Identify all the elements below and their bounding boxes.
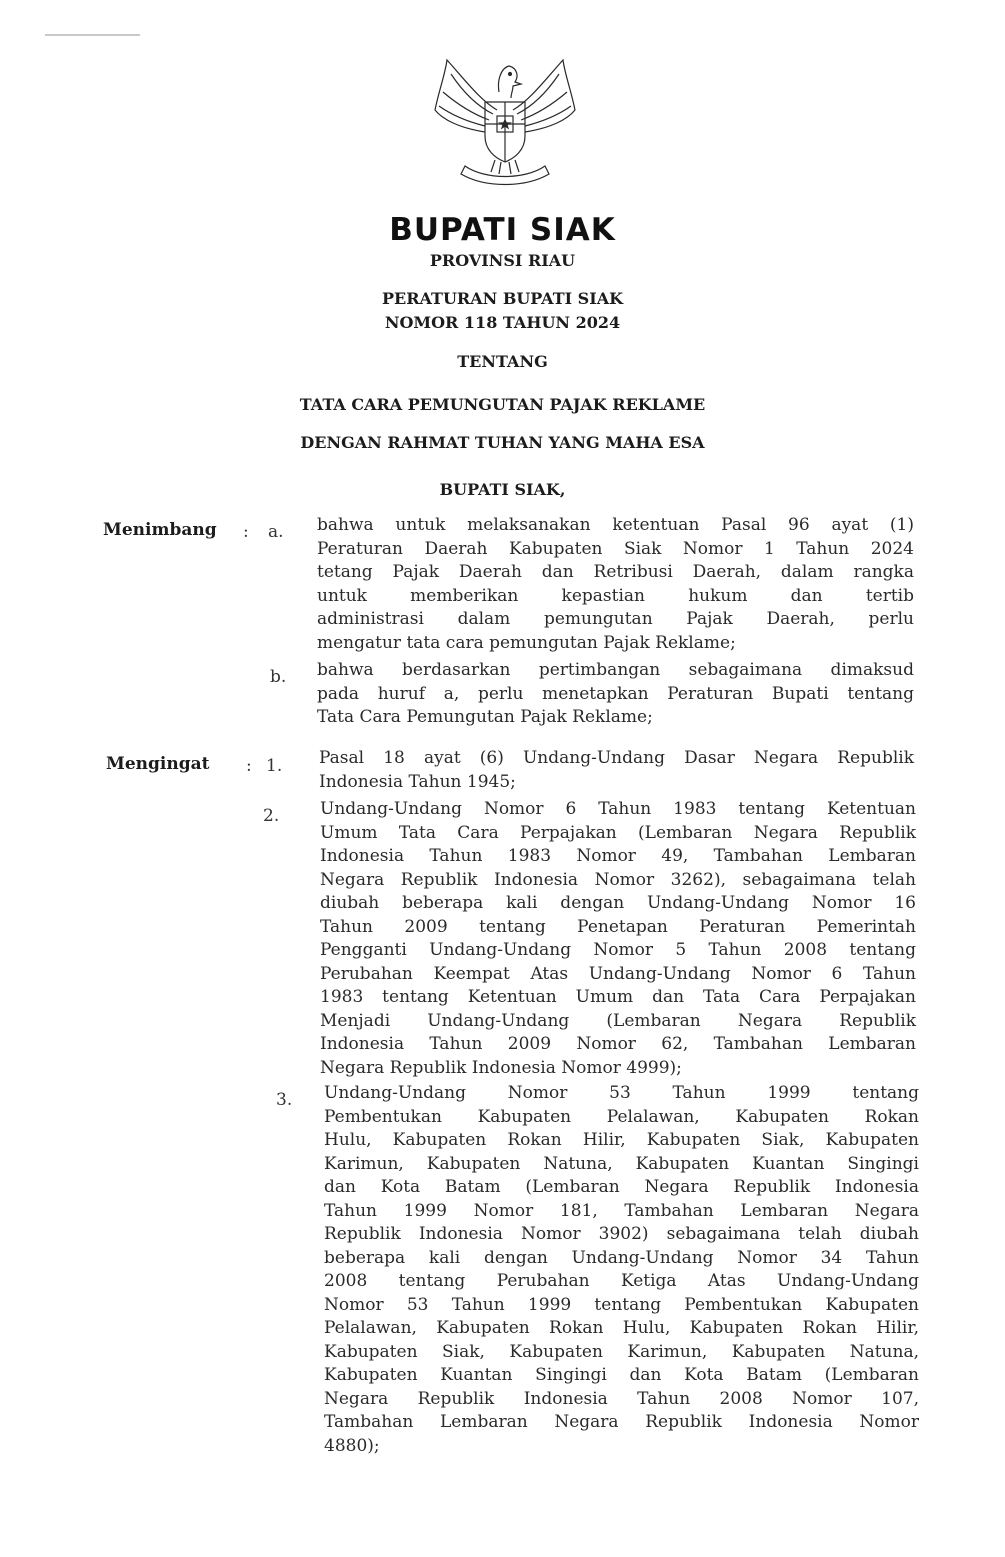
text-line: pada huruf a, perlu menetapkan Peraturan Bupati tentang: [317, 683, 914, 704]
text-line: untuk memberikan kepastian hukum dan tertib: [317, 585, 914, 606]
text-line: Undang-Undang Nomor 6 Tahun 1983 tentang Ketentuan: [320, 799, 916, 819]
page-title: BUPATI SIAK: [389, 212, 616, 248]
garuda-emblem-icon: [425, 40, 585, 190]
about-heading: TENTANG: [457, 352, 548, 371]
text-line: mengatur tata cara pemungutan Pajak Reklame;: [317, 632, 736, 653]
text-line: Republik Indonesia Nomor 3902) sebagaimana telah diubah: [324, 1224, 919, 1244]
text-line: Karimun, Kabupaten Natuna, Kabupaten Kuantan Singingi: [324, 1153, 919, 1174]
province-heading: PROVINSI RIAU: [429, 251, 576, 270]
text-line: 2008 tentang Perubahan Ketiga Atas Undang-Undang: [324, 1271, 919, 1291]
text-line: tetang Pajak Daerah dan Retribusi Daerah, dalam rangka: [317, 562, 914, 582]
regulation-heading: PERATURAN BUPATI SIAK: [381, 289, 624, 308]
text-line: Tahun 1999 Nomor 181, Tambahan Lembaran Negara: [324, 1200, 919, 1221]
text-line: 1983 tentang Ketentuan Umum dan Tata Cara Perpajakan: [320, 987, 916, 1007]
menimbang-item: [317, 659, 914, 730]
text-line: Kabupaten Kuantan Singingi dan Kota Batam (Lembaran: [324, 1365, 919, 1385]
text-line: Indonesia Tahun 1945;: [319, 771, 516, 792]
text-line: Negara Republik Indonesia Nomor 4999);: [320, 1057, 682, 1078]
text-line: Tambahan Lembaran Negara Republik Indonesia Nomor: [324, 1412, 919, 1432]
menimbang-item: [317, 514, 914, 655]
menimbang-colon: :: [243, 522, 249, 542]
mengingat-item: [320, 798, 916, 1080]
mengingat-colon: :: [246, 756, 252, 776]
mengingat-item-mark: 1.: [266, 756, 283, 776]
text-line: beberapa kali dengan Undang-Undang Nomor 34 Tahun: [324, 1247, 919, 1268]
text-line: Peraturan Daerah Kabupaten Siak Nomor 1 Tahun 2024: [317, 538, 914, 559]
text-line: Indonesia Tahun 2009 Nomor 62, Tambahan Lembaran: [320, 1034, 916, 1054]
text-line: Tahun 2009 tentang Penetapan Peraturan Pemerintah: [320, 916, 916, 937]
text-line: 4880);: [324, 1435, 380, 1456]
subject-heading: TATA CARA PEMUNGUTAN PAJAK REKLAME: [299, 395, 706, 414]
text-line: Perubahan Keempat Atas Undang-Undang Nomor 6 Tahun: [320, 963, 916, 984]
menimbang-label: Menimbang: [103, 520, 217, 540]
mengingat-item: [324, 1082, 919, 1458]
menimbang-item-mark: b.: [270, 667, 287, 687]
text-line: Pembentukan Kabupaten Pelalawan, Kabupaten Rokan: [324, 1106, 919, 1127]
text-line: Kabupaten Siak, Kabupaten Karimun, Kabupaten Natuna,: [324, 1341, 919, 1362]
text-line: Pasal 18 ayat (6) Undang-Undang Dasar Negara Republik: [319, 748, 914, 768]
text-line: administrasi dalam pemungutan Pajak Daerah, perlu: [317, 609, 914, 629]
text-line: diubah beberapa kali dengan Undang-Undang Nomor 16: [320, 893, 916, 913]
mengingat-item-mark: 2.: [263, 806, 280, 826]
text-line: Undang-Undang Nomor 53 Tahun 1999 tentang: [324, 1083, 919, 1103]
scan-mark: [45, 34, 140, 36]
regulation-number: NOMOR 118 TAHUN 2024: [384, 313, 621, 332]
text-line: Pelalawan, Kabupaten Rokan Hulu, Kabupaten Rokan Hilir,: [324, 1318, 919, 1338]
issuer-heading: BUPATI SIAK,: [439, 480, 566, 499]
invocation-heading: DENGAN RAHMAT TUHAN YANG MAHA ESA: [300, 433, 705, 452]
mengingat-item-mark: 3.: [276, 1090, 293, 1110]
text-line: bahwa berdasarkan pertimbangan sebagaimana dimaksud: [317, 660, 914, 680]
text-line: Pengganti Undang-Undang Nomor 5 Tahun 2008 tentang: [320, 940, 916, 960]
text-line: Indonesia Tahun 1983 Nomor 49, Tambahan Lembaran: [320, 846, 916, 866]
mengingat-label: Mengingat: [106, 754, 210, 774]
mengingat-item: [319, 747, 914, 794]
text-line: Negara Republik Indonesia Nomor 3262), sebagaimana telah: [320, 869, 916, 890]
text-line: Negara Republik Indonesia Tahun 2008 Nomor 107,: [324, 1388, 919, 1409]
text-line: Umum Tata Cara Perpajakan (Lembaran Negara Republik: [320, 822, 916, 843]
text-line: dan Kota Batam (Lembaran Negara Republik Indonesia: [324, 1177, 919, 1197]
text-line: bahwa untuk melaksanakan ketentuan Pasal 96 ayat (1): [317, 515, 914, 535]
text-line: Nomor 53 Tahun 1999 tentang Pembentukan Kabupaten: [324, 1294, 919, 1315]
text-line: Tata Cara Pemungutan Pajak Reklame;: [317, 707, 653, 727]
text-line: Menjadi Undang-Undang (Lembaran Negara Republik: [320, 1010, 916, 1031]
text-line: Hulu, Kabupaten Rokan Hilir, Kabupaten Siak, Kabupaten: [324, 1130, 919, 1150]
menimbang-item-mark: a.: [268, 522, 284, 542]
